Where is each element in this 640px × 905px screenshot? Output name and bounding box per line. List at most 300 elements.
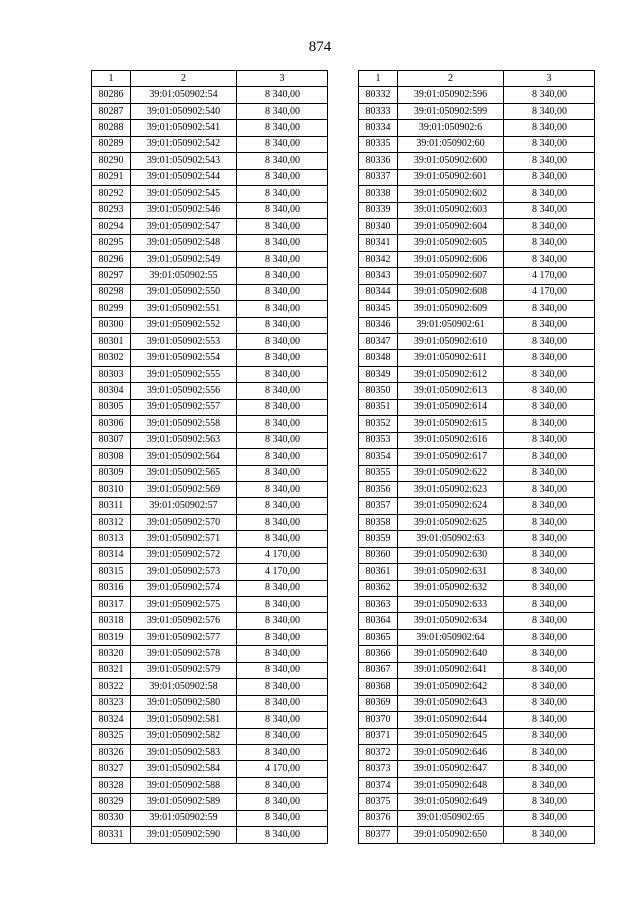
- amount-cell: 8 340,00: [504, 629, 595, 645]
- table-row: [359, 761, 595, 777]
- amount-cell: 8 340,00: [237, 613, 328, 629]
- amount-cell: 8 340,00: [237, 169, 328, 185]
- amount-cell: 8 340,00: [237, 186, 328, 202]
- row-number-cell: 80371: [359, 728, 398, 744]
- cadastral-number-cell: 39:01:050902:625: [398, 514, 504, 530]
- cadastral-number-cell: 39:01:050902:588: [131, 777, 237, 793]
- amount-cell: 8 340,00: [237, 827, 328, 843]
- amount-cell: 8 340,00: [504, 531, 595, 547]
- amount-cell: 8 340,00: [504, 514, 595, 530]
- amount-cell: 8 340,00: [504, 399, 595, 415]
- row-number-cell: 80344: [359, 284, 398, 300]
- amount-cell: 8 340,00: [237, 695, 328, 711]
- table-row: [359, 120, 595, 136]
- row-number-cell: 80331: [92, 827, 131, 843]
- table-row: [359, 514, 595, 530]
- cadastral-number-cell: 39:01:050902:60: [398, 136, 504, 152]
- amount-cell: 8 340,00: [504, 301, 595, 317]
- amount-cell: 8 340,00: [237, 251, 328, 267]
- table-row: [92, 235, 328, 251]
- cadastral-number-cell: 39:01:050902:608: [398, 284, 504, 300]
- table-row: [359, 679, 595, 695]
- row-number-cell: 80303: [92, 366, 131, 382]
- table-row: [92, 728, 328, 744]
- amount-cell: 8 340,00: [237, 432, 328, 448]
- amount-cell: 8 340,00: [504, 87, 595, 103]
- table-row: [92, 383, 328, 399]
- amount-cell: 8 340,00: [237, 87, 328, 103]
- table-row: [359, 777, 595, 793]
- row-number-cell: 80311: [92, 498, 131, 514]
- cadastral-number-cell: 39:01:050902:573: [131, 564, 237, 580]
- row-number-cell: 80287: [92, 103, 131, 119]
- amount-cell: 8 340,00: [237, 744, 328, 760]
- amount-cell: 8 340,00: [237, 383, 328, 399]
- amount-cell: 8 340,00: [237, 317, 328, 333]
- cadastral-number-cell: 39:01:050902:613: [398, 383, 504, 399]
- table-row: [359, 366, 595, 382]
- amount-cell: 8 340,00: [237, 629, 328, 645]
- cadastral-number-cell: 39:01:050902:603: [398, 202, 504, 218]
- right-register-table: [358, 70, 595, 844]
- cadastral-number-cell: 39:01:050902:550: [131, 284, 237, 300]
- amount-cell: 8 340,00: [504, 169, 595, 185]
- row-number-cell: 80361: [359, 564, 398, 580]
- cadastral-number-cell: 39:01:050902:590: [131, 827, 237, 843]
- table-row: [359, 564, 595, 580]
- table-row: [92, 153, 328, 169]
- amount-cell: 8 340,00: [504, 580, 595, 596]
- cadastral-number-cell: 39:01:050902:543: [131, 153, 237, 169]
- amount-cell: 8 340,00: [504, 810, 595, 826]
- row-number-cell: 80351: [359, 399, 398, 415]
- table-row: [92, 547, 328, 563]
- table-row: [92, 87, 328, 103]
- cadastral-number-cell: 39:01:050902:642: [398, 679, 504, 695]
- cadastral-number-cell: 39:01:050902:576: [131, 613, 237, 629]
- amount-cell: 8 340,00: [504, 662, 595, 678]
- row-number-cell: 80348: [359, 350, 398, 366]
- table-row: [92, 712, 328, 728]
- cadastral-number-cell: 39:01:050902:622: [398, 465, 504, 481]
- table-row: [92, 334, 328, 350]
- cadastral-number-cell: 39:01:050902:605: [398, 235, 504, 251]
- table-row: [359, 481, 595, 497]
- table-row: [359, 744, 595, 760]
- cadastral-number-cell: 39:01:050902:615: [398, 416, 504, 432]
- table-row: [92, 514, 328, 530]
- table-row: [359, 629, 595, 645]
- amount-cell: 8 340,00: [237, 103, 328, 119]
- table-row: [359, 432, 595, 448]
- amount-cell: 8 340,00: [504, 794, 595, 810]
- row-number-cell: 80305: [92, 399, 131, 415]
- cadastral-number-cell: 39:01:050902:602: [398, 186, 504, 202]
- table-row: [359, 399, 595, 415]
- table-row: [92, 268, 328, 284]
- cadastral-number-cell: 39:01:050902:557: [131, 399, 237, 415]
- cadastral-number-cell: 39:01:050902:542: [131, 136, 237, 152]
- table-row: [359, 334, 595, 350]
- amount-cell: 8 340,00: [237, 136, 328, 152]
- cadastral-number-cell: 39:01:050902:641: [398, 662, 504, 678]
- cadastral-number-cell: 39:01:050902:563: [131, 432, 237, 448]
- row-number-cell: 80338: [359, 186, 398, 202]
- table-row: [359, 547, 595, 563]
- row-number-cell: 80323: [92, 695, 131, 711]
- amount-cell: 8 340,00: [504, 186, 595, 202]
- table-row: [92, 169, 328, 185]
- table-row: [359, 662, 595, 678]
- row-number-cell: 80292: [92, 186, 131, 202]
- table-row: [92, 449, 328, 465]
- table-row: [92, 136, 328, 152]
- amount-cell: 4 170,00: [504, 284, 595, 300]
- row-number-cell: 80324: [92, 712, 131, 728]
- row-number-cell: 80330: [92, 810, 131, 826]
- amount-cell: 8 340,00: [237, 580, 328, 596]
- table-row: [92, 531, 328, 547]
- table-row: [92, 432, 328, 448]
- amount-cell: 8 340,00: [504, 613, 595, 629]
- cadastral-number-cell: 39:01:050902:617: [398, 449, 504, 465]
- table-row: [359, 613, 595, 629]
- cadastral-number-cell: 39:01:050902:643: [398, 695, 504, 711]
- cadastral-number-cell: 39:01:050902:577: [131, 629, 237, 645]
- row-number-cell: 80294: [92, 218, 131, 234]
- row-number-cell: 80374: [359, 777, 398, 793]
- table-row: [92, 498, 328, 514]
- row-number-cell: 80328: [92, 777, 131, 793]
- cadastral-number-cell: 39:01:050902:553: [131, 334, 237, 350]
- cadastral-number-cell: 39:01:050902:556: [131, 383, 237, 399]
- table-row: [92, 103, 328, 119]
- amount-cell: 8 340,00: [237, 712, 328, 728]
- cadastral-number-cell: 39:01:050902:623: [398, 481, 504, 497]
- cadastral-number-cell: 39:01:050902:65: [398, 810, 504, 826]
- row-number-cell: 80312: [92, 514, 131, 530]
- row-number-cell: 80358: [359, 514, 398, 530]
- amount-cell: 8 340,00: [504, 416, 595, 432]
- table-row: [359, 416, 595, 432]
- table-row: [359, 465, 595, 481]
- cadastral-number-cell: 39:01:050902:54: [131, 87, 237, 103]
- table-row: [359, 695, 595, 711]
- table-row: [92, 827, 328, 843]
- cadastral-number-cell: 39:01:050902:555: [131, 366, 237, 382]
- table-row: [92, 777, 328, 793]
- cadastral-number-cell: 39:01:050902:632: [398, 580, 504, 596]
- row-number-cell: 80325: [92, 728, 131, 744]
- table-row: [92, 564, 328, 580]
- amount-cell: 8 340,00: [504, 449, 595, 465]
- row-number-cell: 80335: [359, 136, 398, 152]
- table-row: [92, 120, 328, 136]
- amount-cell: 8 340,00: [504, 777, 595, 793]
- row-number-cell: 80332: [359, 87, 398, 103]
- row-number-cell: 80326: [92, 744, 131, 760]
- amount-cell: 8 340,00: [504, 103, 595, 119]
- cadastral-number-cell: 39:01:050902:606: [398, 251, 504, 267]
- cadastral-number-cell: 39:01:050902:58: [131, 679, 237, 695]
- column-header: 2: [398, 71, 504, 87]
- amount-cell: 8 340,00: [237, 465, 328, 481]
- cadastral-number-cell: 39:01:050902:551: [131, 301, 237, 317]
- cadastral-number-cell: 39:01:050902:574: [131, 580, 237, 596]
- row-number-cell: 80306: [92, 416, 131, 432]
- cadastral-number-cell: 39:01:050902:544: [131, 169, 237, 185]
- cadastral-number-cell: 39:01:050902:575: [131, 597, 237, 613]
- table-row: [92, 202, 328, 218]
- cadastral-number-cell: 39:01:050902:631: [398, 564, 504, 580]
- cadastral-number-cell: 39:01:050902:650: [398, 827, 504, 843]
- cadastral-number-cell: 39:01:050902:609: [398, 301, 504, 317]
- table-row: [92, 662, 328, 678]
- cadastral-number-cell: 39:01:050902:580: [131, 695, 237, 711]
- row-number-cell: 80377: [359, 827, 398, 843]
- table-row: [359, 449, 595, 465]
- header-row: [92, 71, 328, 87]
- table-row: [359, 235, 595, 251]
- row-number-cell: 80304: [92, 383, 131, 399]
- row-number-cell: 80291: [92, 169, 131, 185]
- row-number-cell: 80369: [359, 695, 398, 711]
- row-number-cell: 80329: [92, 794, 131, 810]
- column-header: 2: [131, 71, 237, 87]
- amount-cell: 8 340,00: [504, 761, 595, 777]
- table-row: [92, 481, 328, 497]
- row-number-cell: 80350: [359, 383, 398, 399]
- row-number-cell: 80367: [359, 662, 398, 678]
- cadastral-number-cell: 39:01:050902:599: [398, 103, 504, 119]
- row-number-cell: 80320: [92, 646, 131, 662]
- cadastral-number-cell: 39:01:050902:584: [131, 761, 237, 777]
- row-number-cell: 80346: [359, 317, 398, 333]
- table-row: [92, 629, 328, 645]
- cadastral-number-cell: 39:01:050902:570: [131, 514, 237, 530]
- cadastral-number-cell: 39:01:050902:647: [398, 761, 504, 777]
- cadastral-number-cell: 39:01:050902:604: [398, 218, 504, 234]
- table-row: [92, 251, 328, 267]
- amount-cell: 8 340,00: [237, 120, 328, 136]
- amount-cell: 8 340,00: [237, 366, 328, 382]
- amount-cell: 8 340,00: [504, 679, 595, 695]
- table-row: [92, 744, 328, 760]
- row-number-cell: 80289: [92, 136, 131, 152]
- amount-cell: 8 340,00: [237, 481, 328, 497]
- amount-cell: 8 340,00: [504, 350, 595, 366]
- cadastral-number-cell: 39:01:050902:582: [131, 728, 237, 744]
- amount-cell: 8 340,00: [504, 564, 595, 580]
- table-row: [359, 597, 595, 613]
- row-number-cell: 80298: [92, 284, 131, 300]
- amount-cell: 8 340,00: [504, 646, 595, 662]
- cadastral-number-cell: 39:01:050902:583: [131, 744, 237, 760]
- left-register-table: [91, 70, 328, 844]
- table-row: [92, 399, 328, 415]
- cadastral-number-cell: 39:01:050902:607: [398, 268, 504, 284]
- amount-cell: 8 340,00: [504, 728, 595, 744]
- row-number-cell: 80372: [359, 744, 398, 760]
- amount-cell: 8 340,00: [237, 662, 328, 678]
- table-row: [92, 465, 328, 481]
- row-number-cell: 80301: [92, 334, 131, 350]
- row-number-cell: 80316: [92, 580, 131, 596]
- header-row: [359, 71, 595, 87]
- row-number-cell: 80353: [359, 432, 398, 448]
- amount-cell: 4 170,00: [237, 547, 328, 563]
- table-row: [92, 186, 328, 202]
- row-number-cell: 80376: [359, 810, 398, 826]
- row-number-cell: 80355: [359, 465, 398, 481]
- table-row: [359, 794, 595, 810]
- row-number-cell: 80290: [92, 153, 131, 169]
- row-number-cell: 80297: [92, 268, 131, 284]
- row-number-cell: 80359: [359, 531, 398, 547]
- table-row: [92, 794, 328, 810]
- cadastral-number-cell: 39:01:050902:552: [131, 317, 237, 333]
- row-number-cell: 80310: [92, 481, 131, 497]
- amount-cell: 8 340,00: [237, 399, 328, 415]
- cadastral-number-cell: 39:01:050902:645: [398, 728, 504, 744]
- amount-cell: 8 340,00: [237, 514, 328, 530]
- amount-cell: 8 340,00: [504, 120, 595, 136]
- row-number-cell: 80356: [359, 481, 398, 497]
- row-number-cell: 80362: [359, 580, 398, 596]
- row-number-cell: 80334: [359, 120, 398, 136]
- row-number-cell: 80299: [92, 301, 131, 317]
- table-row: [359, 169, 595, 185]
- amount-cell: 8 340,00: [504, 498, 595, 514]
- cadastral-number-cell: 39:01:050902:630: [398, 547, 504, 563]
- cadastral-number-cell: 39:01:050902:558: [131, 416, 237, 432]
- row-number-cell: 80309: [92, 465, 131, 481]
- row-number-cell: 80307: [92, 432, 131, 448]
- table-row: [359, 268, 595, 284]
- amount-cell: 8 340,00: [504, 597, 595, 613]
- cadastral-number-cell: 39:01:050902:633: [398, 597, 504, 613]
- row-number-cell: 80345: [359, 301, 398, 317]
- row-number-cell: 80366: [359, 646, 398, 662]
- cadastral-number-cell: 39:01:050902:554: [131, 350, 237, 366]
- column-header: 3: [237, 71, 328, 87]
- table-row: [359, 202, 595, 218]
- cadastral-number-cell: 39:01:050902:547: [131, 218, 237, 234]
- amount-cell: 8 340,00: [237, 728, 328, 744]
- table-row: [359, 728, 595, 744]
- cadastral-number-cell: 39:01:050902:601: [398, 169, 504, 185]
- amount-cell: 8 340,00: [237, 284, 328, 300]
- table-row: [92, 284, 328, 300]
- table-row: [92, 301, 328, 317]
- table-row: [359, 810, 595, 826]
- amount-cell: 8 340,00: [504, 712, 595, 728]
- cadastral-number-cell: 39:01:050902:540: [131, 103, 237, 119]
- row-number-cell: 80322: [92, 679, 131, 695]
- table-row: [359, 284, 595, 300]
- row-number-cell: 80318: [92, 613, 131, 629]
- amount-cell: 8 340,00: [237, 810, 328, 826]
- amount-cell: 8 340,00: [237, 777, 328, 793]
- table-row: [359, 186, 595, 202]
- amount-cell: 8 340,00: [237, 416, 328, 432]
- table-row: [359, 580, 595, 596]
- table-row: [359, 646, 595, 662]
- amount-cell: 8 340,00: [504, 366, 595, 382]
- cadastral-number-cell: 39:01:050902:579: [131, 662, 237, 678]
- row-number-cell: 80354: [359, 449, 398, 465]
- cadastral-number-cell: 39:01:050902:634: [398, 613, 504, 629]
- column-header: 3: [504, 71, 595, 87]
- amount-cell: 8 340,00: [504, 136, 595, 152]
- table-row: [359, 153, 595, 169]
- table-row: [92, 350, 328, 366]
- table-row: [92, 218, 328, 234]
- row-number-cell: 80360: [359, 547, 398, 563]
- cadastral-number-cell: 39:01:050902:564: [131, 449, 237, 465]
- row-number-cell: 80340: [359, 218, 398, 234]
- row-number-cell: 80293: [92, 202, 131, 218]
- cadastral-number-cell: 39:01:050902:546: [131, 202, 237, 218]
- row-number-cell: 80364: [359, 613, 398, 629]
- row-number-cell: 80337: [359, 169, 398, 185]
- amount-cell: 8 340,00: [237, 449, 328, 465]
- cadastral-number-cell: 39:01:050902:581: [131, 712, 237, 728]
- table-row: [359, 350, 595, 366]
- row-number-cell: 80327: [92, 761, 131, 777]
- amount-cell: 8 340,00: [237, 679, 328, 695]
- cadastral-number-cell: 39:01:050902:61: [398, 317, 504, 333]
- column-header: 1: [92, 71, 131, 87]
- row-number-cell: 80341: [359, 235, 398, 251]
- amount-cell: 8 340,00: [237, 334, 328, 350]
- row-number-cell: 80300: [92, 317, 131, 333]
- row-number-cell: 80357: [359, 498, 398, 514]
- row-number-cell: 80296: [92, 251, 131, 267]
- amount-cell: 8 340,00: [237, 235, 328, 251]
- row-number-cell: 80363: [359, 597, 398, 613]
- amount-cell: 8 340,00: [504, 432, 595, 448]
- table-row: [92, 366, 328, 382]
- row-number-cell: 80347: [359, 334, 398, 350]
- amount-cell: 8 340,00: [504, 218, 595, 234]
- row-number-cell: 80373: [359, 761, 398, 777]
- amount-cell: 8 340,00: [504, 383, 595, 399]
- table-row: [92, 580, 328, 596]
- cadastral-number-cell: 39:01:050902:600: [398, 153, 504, 169]
- row-number-cell: 80313: [92, 531, 131, 547]
- table-row: [92, 810, 328, 826]
- cadastral-number-cell: 39:01:050902:571: [131, 531, 237, 547]
- table-row: [359, 103, 595, 119]
- table-row: [359, 218, 595, 234]
- table-row: [92, 317, 328, 333]
- cadastral-number-cell: 39:01:050902:596: [398, 87, 504, 103]
- row-number-cell: 80314: [92, 547, 131, 563]
- cadastral-number-cell: 39:01:050902:611: [398, 350, 504, 366]
- amount-cell: 8 340,00: [504, 153, 595, 169]
- amount-cell: 8 340,00: [504, 334, 595, 350]
- cadastral-number-cell: 39:01:050902:616: [398, 432, 504, 448]
- cadastral-number-cell: 39:01:050902:64: [398, 629, 504, 645]
- row-number-cell: 80375: [359, 794, 398, 810]
- row-number-cell: 80342: [359, 251, 398, 267]
- cadastral-number-cell: 39:01:050902:614: [398, 399, 504, 415]
- table-row: [359, 301, 595, 317]
- column-header: 1: [359, 71, 398, 87]
- amount-cell: 4 170,00: [237, 564, 328, 580]
- cadastral-number-cell: 39:01:050902:55: [131, 268, 237, 284]
